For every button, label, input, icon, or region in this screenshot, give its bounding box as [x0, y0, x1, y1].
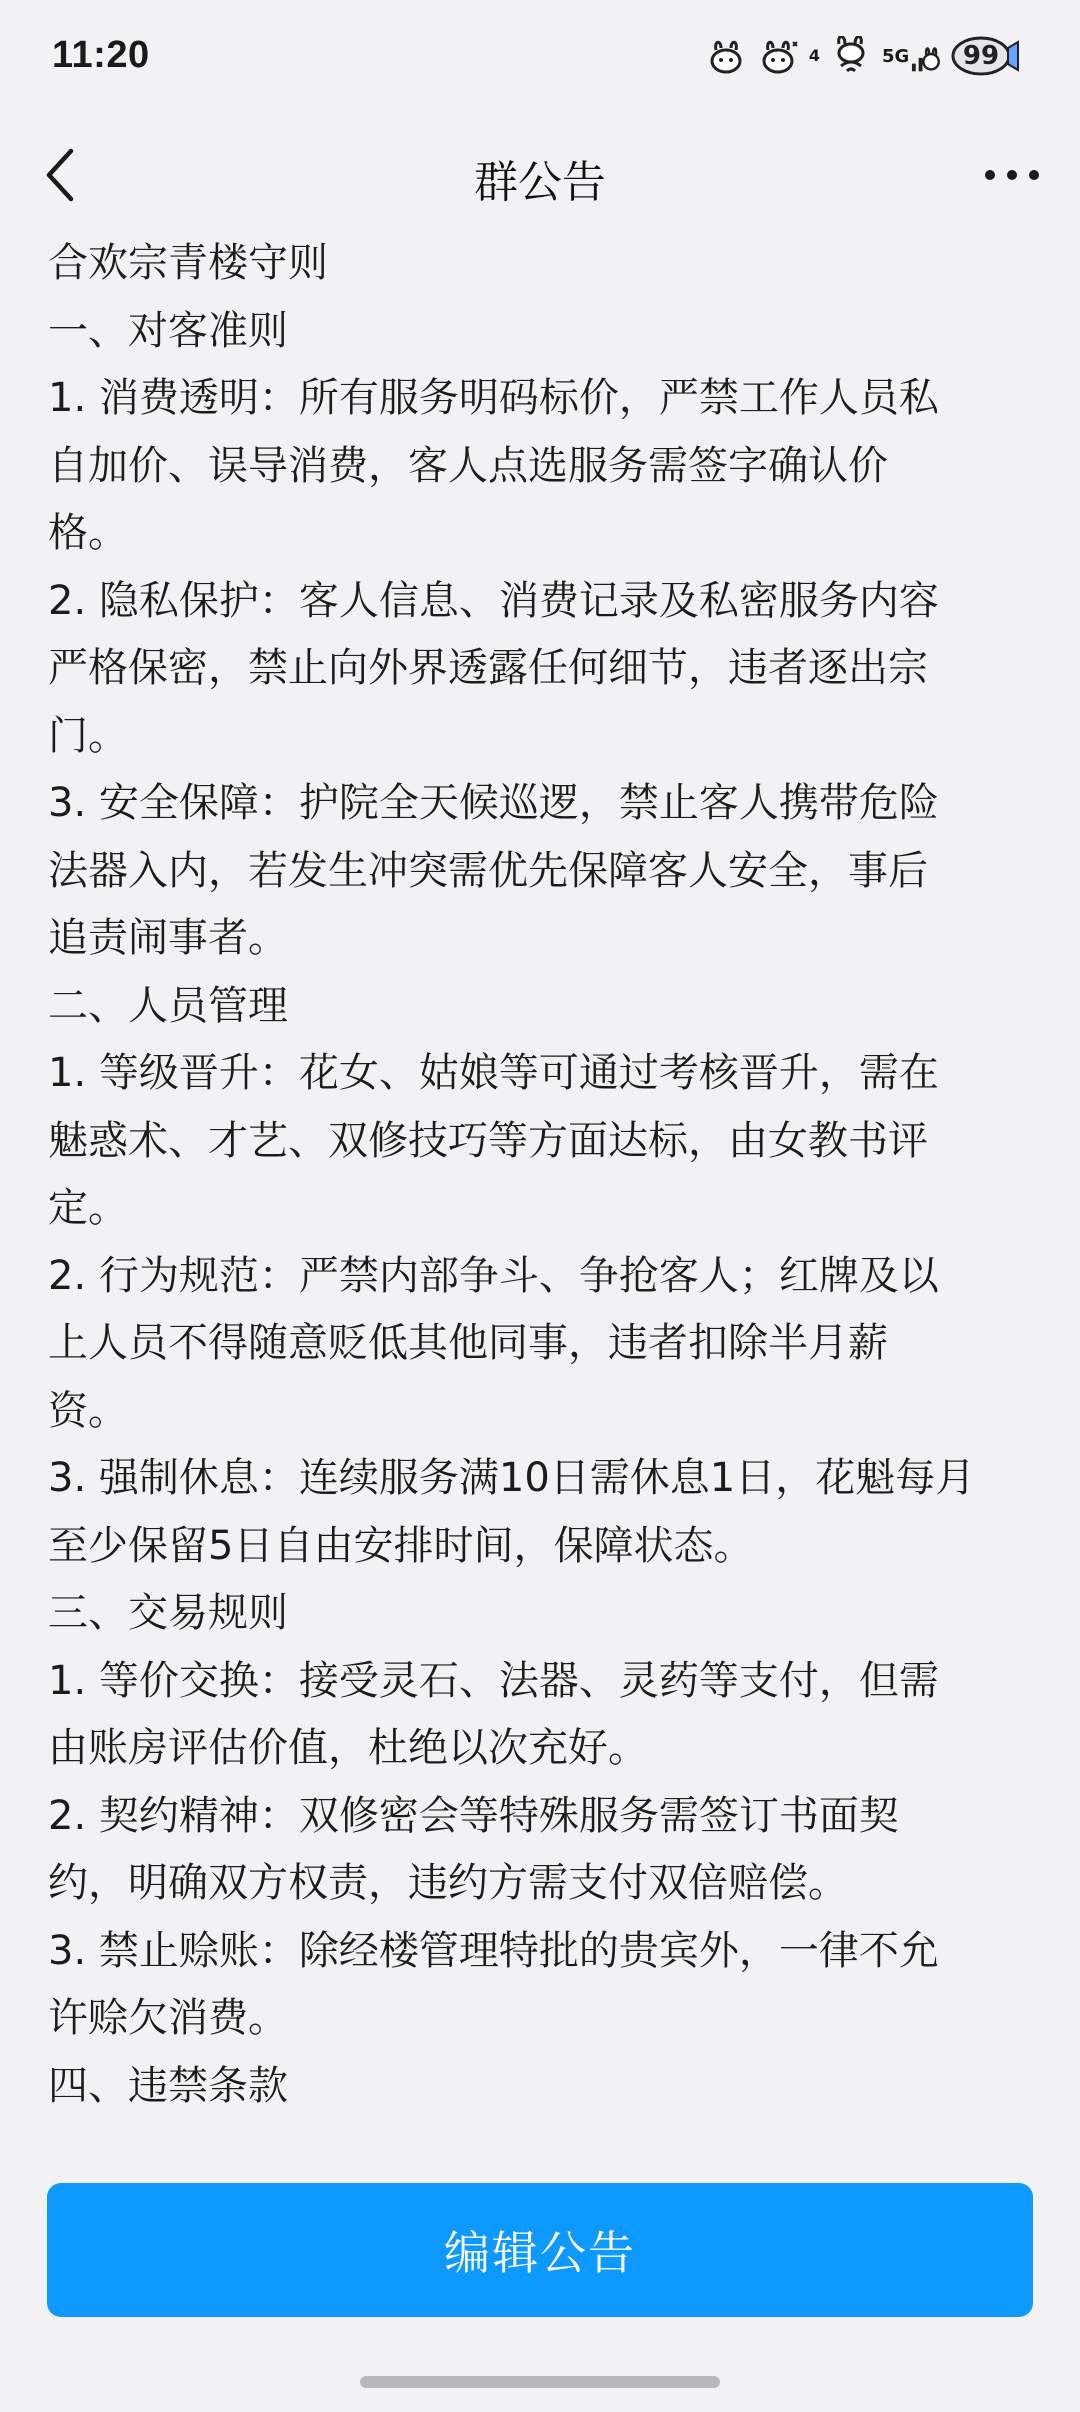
announcement-line: 3. 禁止赊账：除经楼管理特批的贵宾外，一律不允 — [48, 1927, 939, 1974]
announcement-line: 2. 行为规范：严禁内部争斗、争抢客人；红牌及以 — [48, 1252, 939, 1299]
announcement-line: 许赊欠消费。 — [48, 1995, 288, 2041]
announcement-line: 上人员不得随意贬低其他同事，违者扣除半月薪 — [48, 1320, 888, 1366]
announcement-line: 3. 强制休息：连续服务满10日需休息1日，花魁每月 — [48, 1455, 976, 1501]
edit-announcement-button[interactable]: 编辑公告 — [47, 2183, 1033, 2317]
announcement-line: 四、违禁条款 — [48, 2062, 288, 2109]
announcement-line: 1. 消费透明：所有服务明码标价，严禁工作人员私 — [48, 375, 939, 421]
announcement-line: 二、人员管理 — [48, 982, 288, 1029]
announcement-line: 三、交易规则 — [48, 1590, 288, 1636]
announcement-line: 门。 — [48, 712, 128, 759]
more-button[interactable] — [972, 140, 1052, 210]
status-bar — [0, 0, 1080, 120]
battery-level: 99 — [962, 41, 1000, 71]
more-horizontal-icon — [982, 165, 1042, 185]
announcement-line: 定。 — [48, 1185, 128, 1231]
announcement-line: 由账房评估价值，杜绝以次充好。 — [48, 1725, 648, 1771]
announcement-line: 法器入内，若发生冲突需优先保障客人安全，事后 — [48, 847, 928, 894]
rabbit-sticker-icon — [705, 35, 747, 77]
announcement-line: 3. 安全保障：护院全天候巡逻，禁止客人携带危险 — [48, 780, 939, 826]
announcement-line: 严格保密，禁止向外界透露任何细节，违者逐出宗 — [48, 645, 928, 691]
wifi-icon — [830, 35, 872, 77]
announcement-line: 一、对客准则 — [48, 307, 288, 354]
announcement-line: 至少保留5日自由安排时间，保障状态。 — [48, 1522, 754, 1569]
signal-label: 5G — [882, 45, 910, 67]
announcement-line: 魅惑术、才艺、双修技巧等方面达标，由女教书评 — [48, 1117, 928, 1164]
nav-bar — [0, 120, 1080, 230]
announcement-line: 合欢宗青楼守则 — [48, 240, 328, 286]
announcement-line: 1. 等级晋升：花女、姑娘等可通过考核晋升，需在 — [48, 1050, 939, 1096]
announcement-line: 1. 等价交换：接受灵石、法器、灵药等支付，但需 — [48, 1657, 939, 1704]
announcement-line: 2. 隐私保护：客人信息、消费记录及私密服务内容 — [48, 577, 939, 624]
status-time: 11:20 — [52, 34, 150, 76]
announcement-line: 格。 — [48, 510, 128, 556]
announcement-line: 2. 契约精神：双修密会等特殊服务需签订书面契 — [48, 1792, 899, 1839]
battery-icon — [950, 34, 1020, 78]
announcement-line: 资。 — [48, 1387, 128, 1434]
announcement-line: 自加价、误导消费，客人点选服务需签字确认价 — [48, 442, 888, 489]
rabbit-sticker-icon — [757, 35, 799, 77]
announcement-content — [48, 230, 1038, 2120]
page-title: 群公告 — [474, 157, 606, 208]
announcement-line: 追责闹事者。 — [48, 915, 288, 961]
network-speed-label: 4 — [808, 46, 820, 65]
status-icons — [705, 30, 1020, 82]
announcement-line: 约，明确双方权责，违约方需支付双倍赔偿。 — [48, 1860, 848, 1906]
home-indicator[interactable] — [360, 2376, 720, 2388]
signal-5g-icon — [882, 35, 940, 77]
